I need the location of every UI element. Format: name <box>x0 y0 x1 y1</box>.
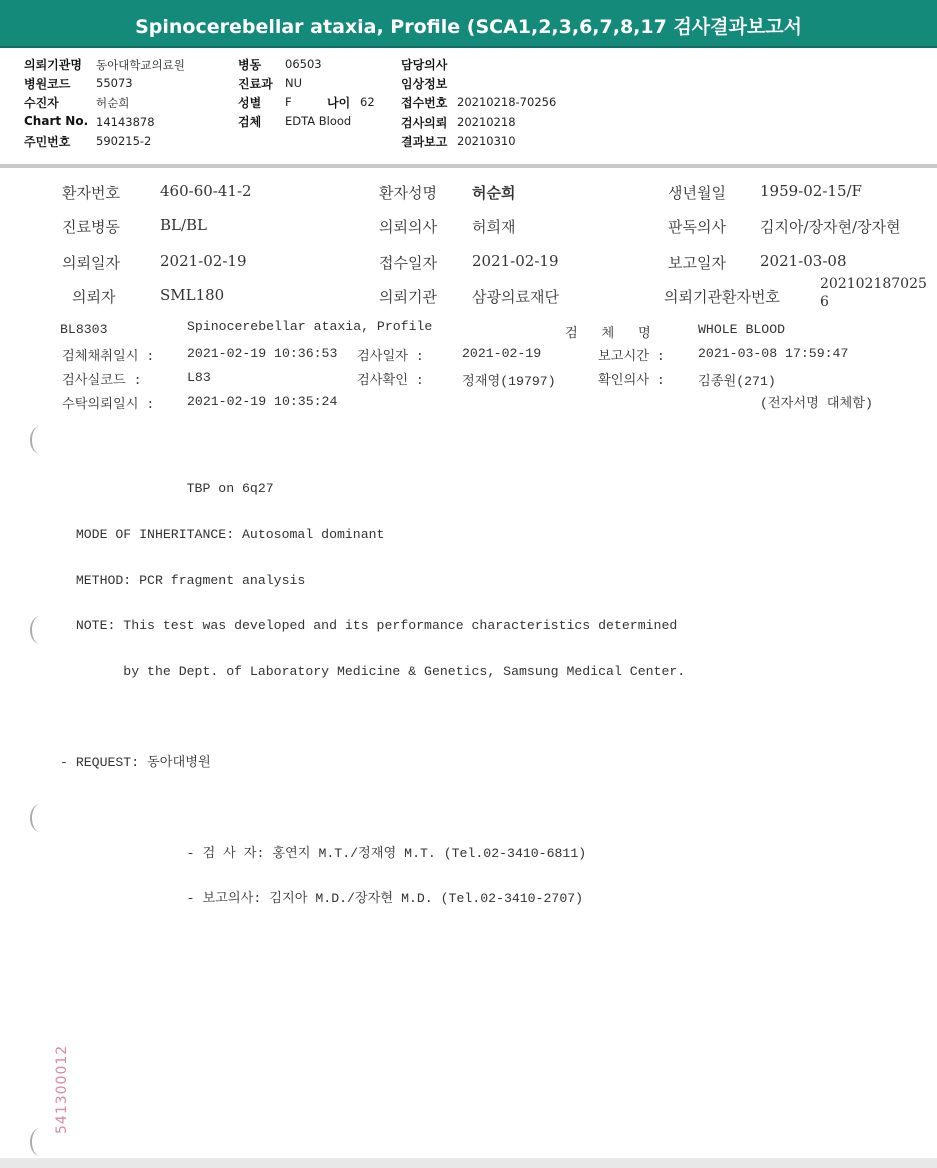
recv-label: 수탁의뢰일시 : <box>62 397 155 412</box>
value-accession: 20210218-70256 <box>457 95 557 109</box>
pt-label-req-doctor: 의뢰의사 <box>379 218 437 236</box>
label-result-date: 결과보고 <box>401 135 448 149</box>
vertical-stamp <box>38 1016 78 1136</box>
binder-hole <box>30 616 50 644</box>
value-department: NU <box>285 76 303 90</box>
body-line: - REQUEST: 동아대병원 <box>60 754 211 770</box>
body-line: MODE OF INHERITANCE: Autosomal dominant <box>60 527 385 543</box>
label-age: 나이 <box>327 96 351 110</box>
pt-label-name: 환자성명 <box>379 184 437 202</box>
pt-label-patient-no: 환자번호 <box>62 184 120 202</box>
pt-label-inst-patient-no: 의뢰기관환자번호 <box>664 288 780 306</box>
label-sex: 성별 <box>238 96 262 110</box>
pt-value-patient-no: 460-60-41-2 <box>160 182 252 200</box>
report-sheet <box>0 168 937 1158</box>
value-specimen: EDTA Blood <box>285 114 352 128</box>
pt-label-ward: 진료병동 <box>62 218 120 236</box>
label-ward: 병동 <box>238 58 262 72</box>
pt-label-report-date: 보고일자 <box>668 254 726 272</box>
body-line: - 검 사 자: 홍연지 M.T./정재영 M.T. (Tel.02-3410-6811) <box>60 845 587 861</box>
body-line: METHOD: PCR fragment analysis <box>60 572 306 588</box>
value-ward: 06503 <box>285 57 322 71</box>
collect-label: 검체채취일시 : <box>62 349 155 364</box>
value-request-date: 20210218 <box>457 115 516 129</box>
value-resident-no: 590215-2 <box>96 134 152 148</box>
recv-value: 2021-02-19 10:35:24 <box>187 394 338 409</box>
body-line: NOTE: This test was developed and its performance characteristics determined <box>60 618 678 634</box>
pt-value-reading-doctor: 김지아/장자현/장자현 <box>760 218 901 236</box>
binder-hole <box>30 804 50 832</box>
footer-bar <box>0 1158 937 1168</box>
body-line: by the Dept. of Laboratory Medicine & Genetics, Samsung Medical Center. <box>60 663 686 679</box>
pt-label-req-inst: 의뢰기관 <box>379 288 437 306</box>
pt-label-dob: 생년월일 <box>668 184 726 202</box>
pt-label-recv-date: 접수일자 <box>379 254 437 272</box>
lab-value: L83 <box>187 370 211 385</box>
specimen-value: WHOLE BLOOD <box>698 322 786 337</box>
pt-value-inst-patient-no-cont: 6 <box>820 294 829 310</box>
reporttime-label: 보고시간 : <box>598 349 665 364</box>
pt-value-recv-date: 2021-02-19 <box>472 252 559 270</box>
binder-hole <box>30 426 50 454</box>
label-attending: 담당의사 <box>401 58 448 72</box>
label-request-date: 검사의뢰 <box>401 116 448 130</box>
header-info <box>0 48 937 166</box>
collect-value: 2021-02-19 10:36:53 <box>187 346 338 361</box>
testdate-value: 2021-02-19 <box>462 346 542 361</box>
value-sex: F <box>285 95 292 109</box>
pt-value-inst-patient-no: 202102187025 <box>820 276 927 292</box>
stamp-number: 541300012 <box>54 1044 70 1134</box>
pt-value-req-date: 2021-02-19 <box>160 252 247 270</box>
pt-label-reading-doctor: 판독의사 <box>668 218 726 236</box>
label-institution: 의뢰기관명 <box>24 58 82 72</box>
body-line <box>60 800 685 815</box>
label-department: 진료과 <box>238 77 273 91</box>
doctor-label: 확인의사 : <box>598 373 665 388</box>
label-resident-no: 주민번호 <box>24 135 71 149</box>
reporttime-value: 2021-03-08 17:59:47 <box>698 346 849 361</box>
label-hospital-code: 병원코드 <box>24 77 71 91</box>
body-line: - 보고의사: 김지아 M.D./장자현 M.D. (Tel.02-3410-2707) <box>60 891 584 907</box>
testdate-label: 검사일자 : <box>357 349 424 364</box>
report-body <box>60 451 685 937</box>
value-patient: 허순희 <box>96 96 130 110</box>
pt-value-dob: 1959-02-15/F <box>760 182 862 200</box>
confirm-value: 정재영(19797) <box>462 374 556 389</box>
title-banner <box>0 0 937 48</box>
confirm-label: 검사확인 : <box>357 373 424 388</box>
pt-value-requester: SML180 <box>160 286 225 304</box>
specimen-label: 검 체 명 <box>565 326 651 341</box>
pt-value-ward: BL/BL <box>160 216 208 234</box>
body-line: TBP on 6q27 <box>60 481 274 497</box>
lab-label: 검사실코드 : <box>62 373 142 388</box>
value-chart-no: 14143878 <box>96 115 155 129</box>
pt-value-req-inst: 삼광의료재단 <box>472 288 559 306</box>
pt-value-name: 허순희 <box>472 184 516 202</box>
pt-value-req-doctor: 허희재 <box>472 218 516 236</box>
value-institution: 동아대학교의료원 <box>96 58 185 72</box>
label-clinical-info: 임상정보 <box>401 77 448 91</box>
doctor-value: 김종원(271) <box>698 374 776 389</box>
body-line <box>60 709 685 724</box>
pt-label-requester: 의뢰자 <box>72 288 116 306</box>
report-title: Spinocerebellar ataxia, Profile (SCA1,2,3,6,7,8,17 검사결과보고서 <box>135 16 802 38</box>
test-code: BL8303 <box>60 322 108 337</box>
value-result-date: 20210310 <box>457 134 516 148</box>
label-chart-no: Chart No. <box>24 114 89 128</box>
pt-value-report-date: 2021-03-08 <box>760 252 847 270</box>
pt-label-req-date: 의뢰일자 <box>62 254 120 272</box>
label-accession: 접수번호 <box>401 96 448 110</box>
esign-note: (전자서명 대체함) <box>760 396 873 411</box>
value-age: 62 <box>360 95 375 109</box>
value-hospital-code: 55073 <box>96 76 133 90</box>
label-patient: 수진자 <box>24 96 59 110</box>
test-name: Spinocerebellar ataxia, Profile <box>187 319 433 334</box>
label-specimen: 검체 <box>238 115 262 129</box>
